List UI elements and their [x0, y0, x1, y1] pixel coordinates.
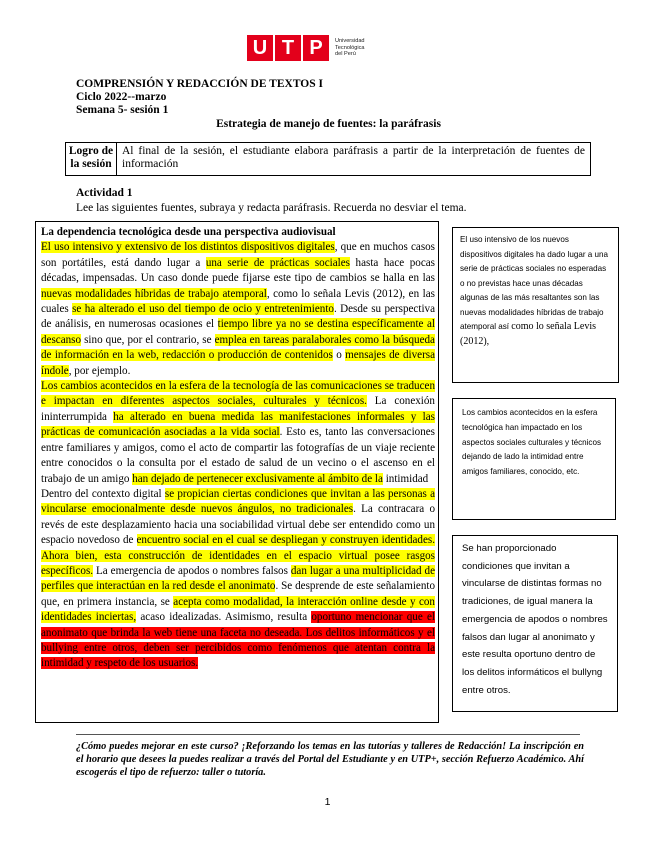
highlighted-text: Los cambios acontecidos en la esfera de la tecnología de las comunicaciones se traducen e impactan en diferentes aspectos sociales, culturales y técnicos. — [41, 380, 435, 408]
logo-university-name — [335, 38, 365, 57]
paraphrase-box-1 — [452, 227, 619, 383]
logro-text: Al final de la sesión, el estudiante elabora paráfrasis a partir de la interpretación de fuentes de información — [122, 145, 585, 170]
footer-note: ¿Cómo puedes mejorar en este curso? ¡Reforzando los temas en las tutorías y talleres de Redacción! La inscripción en el horario que desees la puedes realizar a través del Portal del Estudiante y en UTP+, sección Refuerzo Académico. Ahí escogerás el tipo de refuerzo: taller o tutoría. — [76, 741, 584, 778]
highlighted-text: El uso intensivo y extensivo de los distintos dispositivos digitales — [41, 241, 335, 254]
course-week: Semana 5- sesión 1 — [76, 104, 169, 116]
course-title: COMPRENSIÓN Y REDACCIÓN DE TEXTOS I — [76, 78, 323, 90]
text-run: o — [332, 349, 346, 362]
source-paragraph-2 — [41, 379, 435, 487]
highlighted-text: se ha alterado el uso del tiempo de ocio y entretenimiento — [72, 303, 334, 316]
source-paragraph-1 — [41, 240, 435, 379]
logo-line: Tecnológica — [335, 44, 365, 51]
highlighted-text: oportuno mencionar que el anonimato que brinda la web tiene una faceta no deseada. Los delitos informáticos y el bullying entre otros, deben ser percibidos como fenómenos que atentan contra la intimidad y respeto de los usuarios. — [41, 611, 435, 670]
highlighted-text: encuentro social en el cual se despliegan y construyen identidades. Ahora bien, esta construcción de identidades en el espacio virtual posee rasgos específicos. — [41, 534, 435, 577]
activity-title: Actividad 1 — [76, 187, 133, 199]
text-run: acaso idealizadas. Asimismo, resulta — [136, 611, 312, 624]
highlighted-text: mensajes de diversa índole — [41, 349, 436, 377]
logo-line: del Perú — [335, 51, 356, 58]
utp-logo — [247, 34, 365, 62]
text-run: . Esto es, tanto las conversaciones entre familiares y amigos, como el acto de compartir las fotografías de un viaje reciente entre conocidos o la consulta por el estado de salud de un vecino o el ascenso en el trabajo de un amigo — [41, 426, 435, 485]
source-paragraph-3 — [41, 487, 435, 672]
text-run: Dentro del contexto digital — [41, 487, 165, 500]
logro-label: Logro de la sesión — [66, 143, 117, 175]
text-run: sino que, por el contrario, se — [81, 333, 215, 346]
text-run: , que en muchos casos son portátiles, está dando lugar a — [41, 241, 435, 269]
source-text-box — [35, 221, 439, 723]
highlighted-text: se propician ciertas condiciones que invitan a las personas a vincularse emocionalmente desde nuevos ángulos, no tradicionales — [41, 487, 435, 516]
text-run: La emergencia de apodos o nombres falsos — [93, 564, 291, 577]
paraphrase-box-2 — [452, 398, 616, 520]
footer-divider — [76, 734, 580, 735]
activity-instruction: Lee las siguientes fuentes, subraya y redacta paráfrasis. Recuerda no desviar el tema. — [76, 202, 467, 214]
text-run: , como lo señala Levis (2012), en las cuales — [41, 287, 435, 316]
paraphrase-text-1: El uso intensivo de los nuevos dispositivos digitales ha dado lugar a una serie de prácticas sociales no esperadas o no previstas hace unas décadas algunas de las más resaltantes son las nuevas modalidades híbridas de trabajo atemporal así — [460, 235, 609, 331]
highlighted-text: dan lugar a una multiplicidad de perfiles que interactúan en la red desde el anonimato — [41, 564, 436, 593]
highlighted-text: nuevas modalidades híbridas de trabajo atemporal — [41, 287, 267, 300]
page-number: 1 — [324, 796, 331, 808]
paraphrase-box-3 — [452, 535, 618, 712]
highlighted-text: emplea en tareas paralaborales como la búsqueda de información en la web, redacción o producción de contenidos — [41, 333, 435, 362]
text-run: intimidad — [382, 472, 429, 485]
paraphrase-text-2: Los cambios acontecidos en la esfera tecnológica han impactado en los aspectos sociales culturales y técnicos dejando de lado la intimidad entre amigos familiares, conocido, etc. — [462, 408, 602, 477]
highlighted-text: tiempo libre ya no se destina específicamente al descanso — [41, 318, 435, 346]
logo-letter-p: P — [303, 35, 329, 61]
highlighted-text: acepta como modalidad, la interacción online desde y con identidades inciertas, — [41, 595, 435, 624]
logo-letter-t: T — [275, 35, 301, 61]
paraphrase-text-3: Se han proporcionado condiciones que invitan a vincularse de distintas formas no tradiciones, de igual manera la emergencia de apodos o nombres falsos dan lugar al anonimato y este resulta oportuno dentro de los delitos informáticos el bullyng entre otros. — [462, 543, 608, 696]
highlighted-text: una serie de prácticas sociales — [205, 256, 350, 269]
source-title: La dependencia tecnológica desde una perspectiva audiovisual — [41, 226, 336, 238]
paraphrase-citation-1: como lo señala Levis (2012), — [460, 321, 596, 347]
text-run: , por ejemplo. — [68, 364, 131, 377]
strategy-heading: Estrategia de manejo de fuentes: la paráfrasis — [216, 118, 441, 130]
course-cycle: Ciclo 2022--marzo — [76, 91, 167, 103]
logro-table — [65, 142, 591, 176]
highlighted-text: han dejado de pertenecer exclusivamente al ámbito de la — [132, 472, 383, 485]
highlighted-text: ha alterado en buena medida las manifestaciones informales y las prácticas de comunicación asociadas a la vida social — [41, 410, 435, 439]
text-run: hasta hace pocas décadas, impensadas. Un caso donde puede fijarse este tipo de cambios se halla en las — [41, 256, 435, 285]
logo-letter-u: U — [247, 35, 273, 61]
text-run: La conexión ininterrumpida — [41, 395, 435, 423]
logo-line: Universidad — [335, 38, 365, 45]
text-run: . La contracara o revés de este desplazamiento hacia una sociabilidad virtual debe ser entendido como un espacio novedoso de — [41, 503, 435, 547]
text-run: . Se desprende de este señalamiento que, en primera instancia, se — [41, 580, 436, 608]
text-run: . Desde su perspectiva de análisis, en numerosas ocasiones el — [41, 303, 435, 331]
